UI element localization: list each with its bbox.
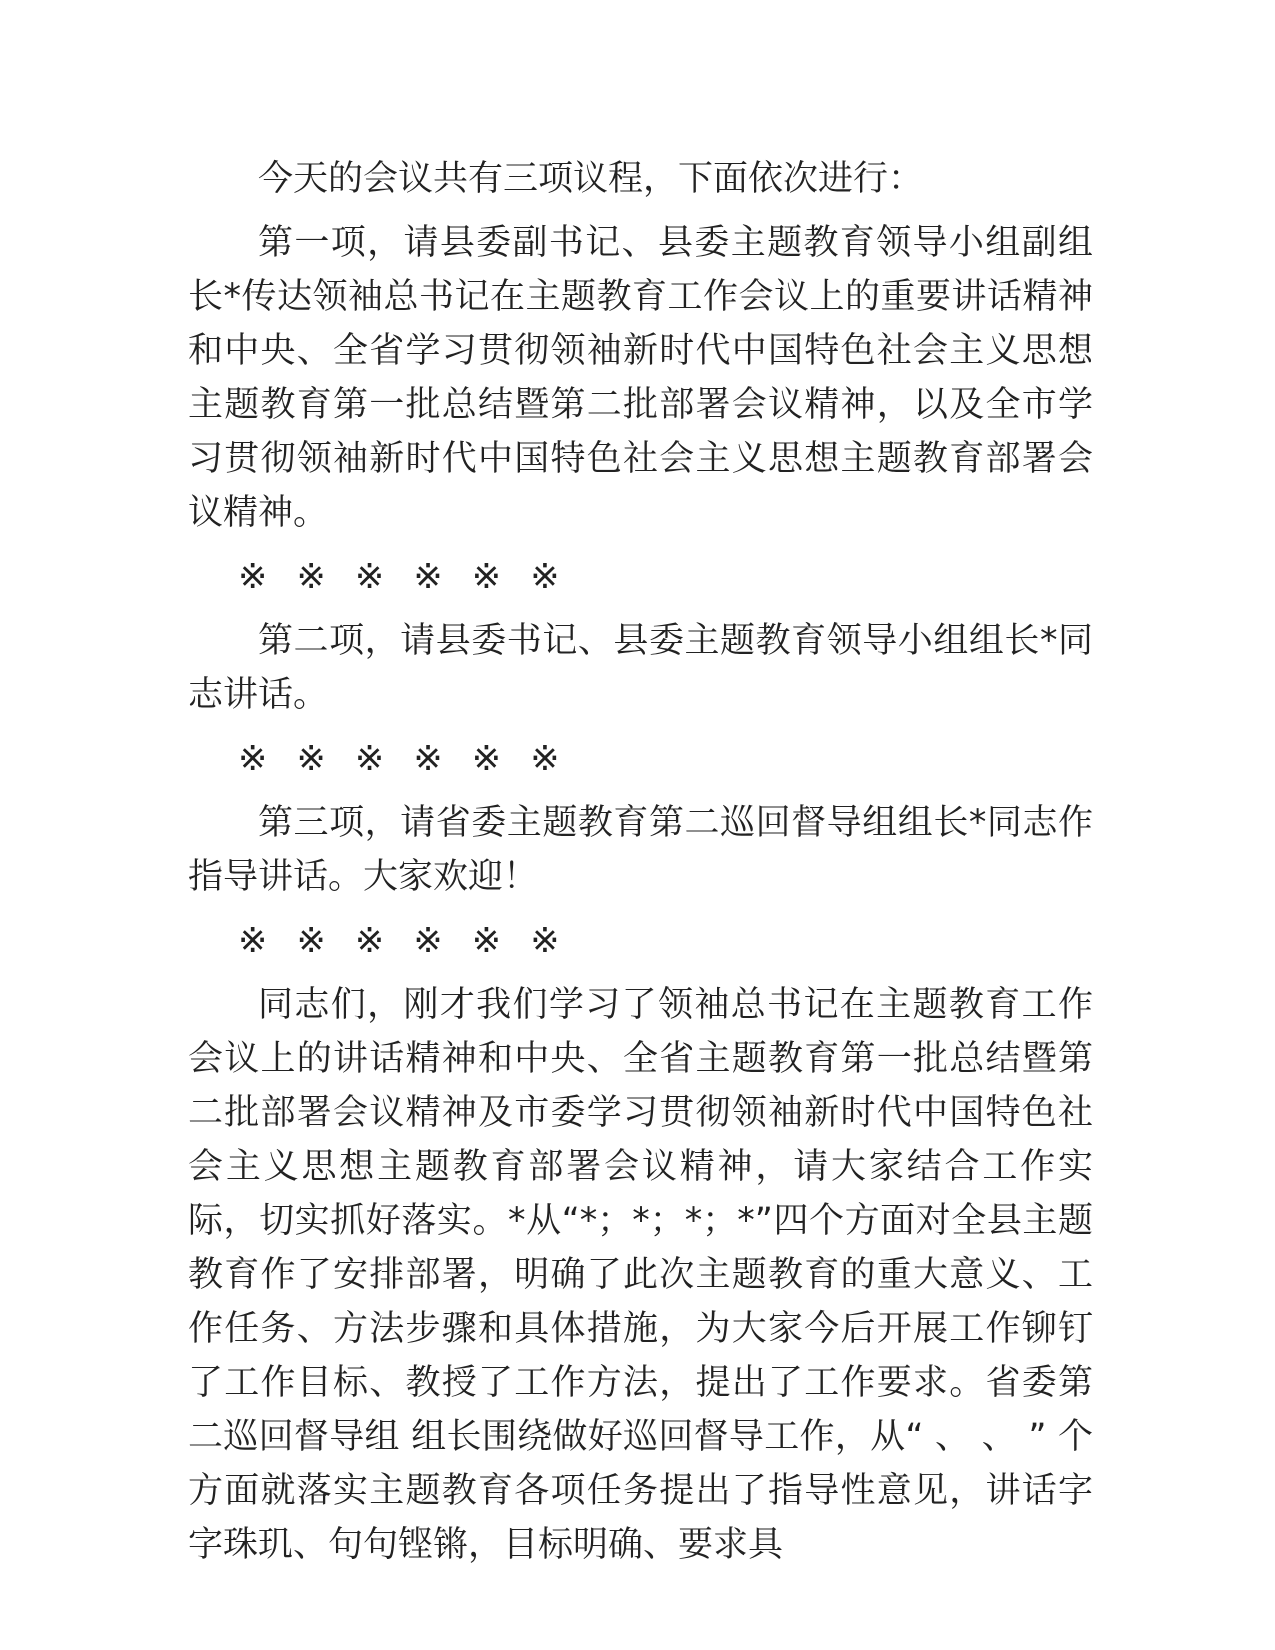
separator-marks-2: ※ ※ ※ ※ ※ ※ — [238, 739, 564, 779]
separator-marks-3: ※ ※ ※ ※ ※ ※ — [238, 921, 564, 961]
separator-marks-1: ※ ※ ※ ※ ※ ※ — [238, 557, 564, 597]
agenda-item-3: 第三项，请省委主题教育第二巡回督导组组长*同志作指导讲话。大家欢迎！ — [188, 803, 1093, 897]
agenda-item-1: 第一项，请县委副书记、县委主题教育领导小组副组长*传达领袖总书记在主题教育工作会议上的重要讲话精神和中央、全省学习贯彻领袖新时代中国特色社会主义思想主题教育第一批总结暨第二批部署会议精神，以及全市学习贯彻领袖新时代中国特色社会主义思想主题教育部署会议精神。 — [188, 223, 1093, 533]
agenda-item-2: 第二项，请县委书记、县委主题教育领导小组组长*同志讲话。 — [188, 621, 1093, 715]
closing-remarks: 同志们，刚才我们学习了领袖总书记在主题教育工作会议上的讲话精神和中央、全省主题教育第一批总结暨第二批部署会议精神及市委学习贯彻领袖新时代中国特色社会主义思想主题教育部署会议精神，请大家结合工作实际，切实抓好落实。*从“*；*；*；*”四个方面对全县主题教育作了安排部署，明确了此次主题教育的重大意义、工作任务、方法步骤和具体措施，为大家今后开展工作铆钉了工作目标、教授了工作方法，提出了工作要求。省委第二巡回督导组 组长围绕做好巡回督导工作，从“ 、 、 ” 个方面就落实主题教育各项任务提出了指导性意见，讲话字字珠玑、句句铿锵，目标明确、要求具 — [188, 985, 1093, 1565]
document-body — [188, 152, 1093, 1582]
agenda-intro: 今天的会议共有三项议程，下面依次进行： — [258, 159, 924, 199]
